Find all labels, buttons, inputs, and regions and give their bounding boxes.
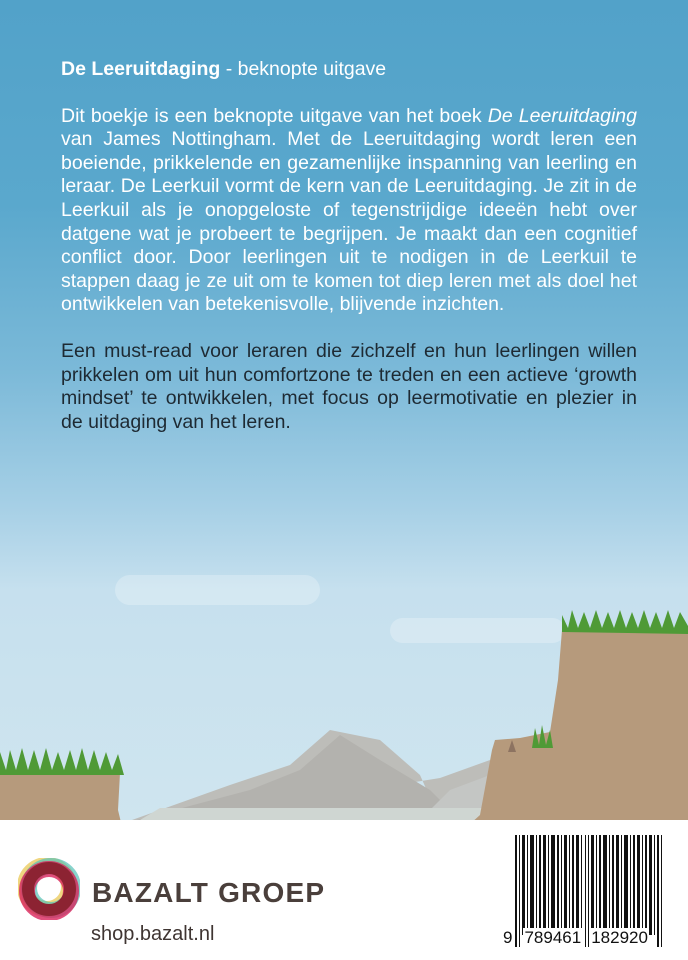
bazalt-logo-icon: [18, 858, 80, 920]
paragraph-text: van James Nottingham. Met de Leeruitdaging wordt leren een boeiende, prikkelende en gezamenlijke inspanning van leerling en leraar. De Leerkuil vormt de kern van de Leeruitdaging. Je zit in de Leerkuil als je onopgeloste of tegenstrijdige ideeën hebt over datgene wat je probeert te begrijpen. Je maakt dan een cognitief conflict door. Door leerlingen uit te nodigen in de Leerkuil te stappen daag je ze uit om te komen tot diep leren met als doel het ontwikkelen van betekenisvolle, blijvende inzichten.: [61, 128, 637, 316]
isbn-group2: 182920: [591, 928, 648, 947]
cover-text: [61, 58, 637, 434]
lake: [140, 808, 520, 820]
brand-name: BAZALT GROEP: [92, 877, 326, 908]
grass-left: [0, 748, 124, 775]
isbn-prefix: 9: [503, 928, 513, 947]
description-paragraph: [61, 105, 637, 317]
paragraph-text: Dit boekje is een beknopte uitgave van het boek: [61, 104, 488, 127]
book-title-italic: De Leeruitdaging: [487, 104, 637, 127]
isbn-number: [502, 928, 680, 948]
cover-title: [61, 58, 637, 82]
left-cliff: [0, 773, 130, 820]
isbn-group1: 789461: [524, 928, 582, 947]
recommendation-paragraph: Een must-read voor leraren die zichzelf en hun leerlingen willen prikkelen om uit hun comfortzone te treden en een actieve ‘growth mindset’ te ontwikkelen, met focus op leermotivatie en plezier in de uitdaging van het leren.: [61, 339, 637, 433]
title-subtitle: - beknopte uitgave: [220, 58, 387, 80]
shop-url[interactable]: shop.bazalt.nl: [91, 923, 215, 945]
landscape-illustration: [0, 560, 688, 820]
footer: [0, 820, 688, 960]
title-bold: De Leeruitdaging: [61, 58, 221, 80]
